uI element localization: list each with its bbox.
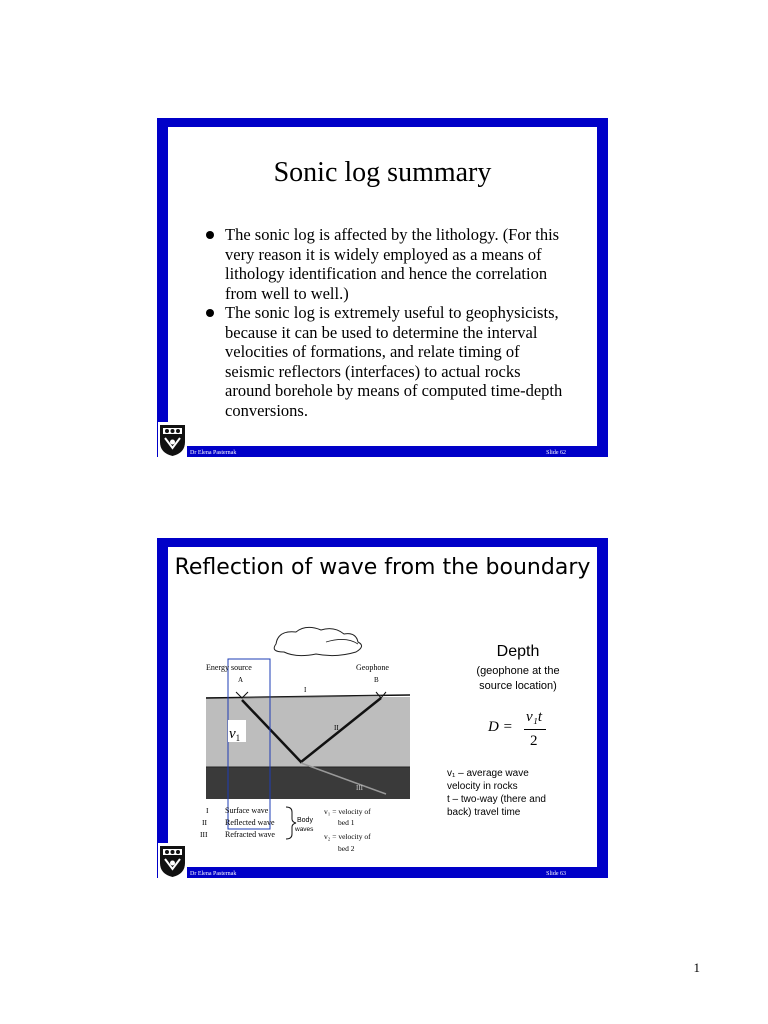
bullet-dot-icon bbox=[206, 231, 214, 239]
brace-icon bbox=[286, 807, 296, 839]
slide-content bbox=[168, 127, 597, 457]
svg-text:Body: Body bbox=[297, 817, 313, 824]
footer-author: Dr Elena Pasternak bbox=[190, 871, 237, 877]
footer-slide-number: Slide 63 bbox=[546, 871, 566, 877]
ray-iii-label: III bbox=[356, 784, 363, 792]
geophone-label: Geophone bbox=[356, 663, 389, 672]
bullet-item: The sonic log is affected by the lithology. (For this very reason it is widely employed as a means of lithology identification and hence the correlation from well to well.) bbox=[206, 225, 566, 303]
svg-text:II: II bbox=[202, 818, 207, 827]
slide-63 bbox=[157, 538, 608, 878]
ray-i-label: I bbox=[304, 686, 307, 694]
ray-ii-label: II bbox=[334, 724, 339, 732]
slide-footer bbox=[157, 867, 608, 878]
energy-source-label: Energy source bbox=[206, 663, 252, 672]
svg-text:bed 1: bed 1 bbox=[338, 818, 355, 827]
v1-label: $v_1$ bbox=[229, 726, 241, 743]
footer-slide-number: Slide 62 bbox=[546, 450, 566, 456]
fraction-bar bbox=[524, 729, 546, 730]
svg-text:v₁ = velocity of: v₁ = velocity of bbox=[324, 807, 371, 816]
slide-title: Sonic log summary bbox=[273, 157, 492, 188]
refracted-wave-label: Refracted wave bbox=[225, 830, 275, 839]
formula-definitions: v₁ – average wave velocity in rocks t – two-way (there and back) travel time bbox=[447, 768, 546, 818]
university-crest-icon bbox=[158, 422, 187, 457]
bed-2 bbox=[206, 767, 410, 799]
point-b-label: B bbox=[374, 676, 379, 684]
svg-text:bed 2: bed 2 bbox=[338, 844, 355, 853]
svg-text:I: I bbox=[206, 806, 209, 815]
reflected-wave-label: Reflected wave bbox=[225, 818, 275, 827]
slide-footer bbox=[157, 446, 608, 457]
reflection-diagram bbox=[200, 622, 428, 867]
page-number: 1 bbox=[693, 960, 700, 975]
cloud-icon bbox=[274, 627, 361, 655]
point-a-label: A bbox=[238, 676, 244, 684]
depth-subtitle: (geophone at the source location) bbox=[476, 665, 560, 692]
svg-text:III: III bbox=[200, 830, 208, 839]
bullet-dot-icon bbox=[206, 309, 214, 317]
svg-text:v₂ = velocity of: v₂ = velocity of bbox=[324, 832, 371, 841]
slide-62 bbox=[157, 118, 608, 457]
svg-text:waves: waves bbox=[295, 826, 314, 833]
bullet-list bbox=[206, 225, 566, 420]
bullet-item: The sonic log is extremely useful to geophysicists, because it can be used to determine the interval velocities of formations, and relate timing of seismic reflectors (interfaces) to actual rocks around borehole by means of computed time-depth conversions. bbox=[206, 303, 566, 420]
depth-formula: D = v₁t 2 bbox=[488, 707, 558, 753]
slide-content bbox=[168, 547, 597, 878]
slide-title: Reflection of wave from the boundary bbox=[174, 555, 591, 580]
surface-wave-label: Surface wave bbox=[225, 806, 269, 815]
university-crest-icon bbox=[158, 843, 187, 878]
depth-heading: Depth bbox=[496, 643, 540, 660]
footer-author: Dr Elena Pasternak bbox=[190, 450, 237, 456]
